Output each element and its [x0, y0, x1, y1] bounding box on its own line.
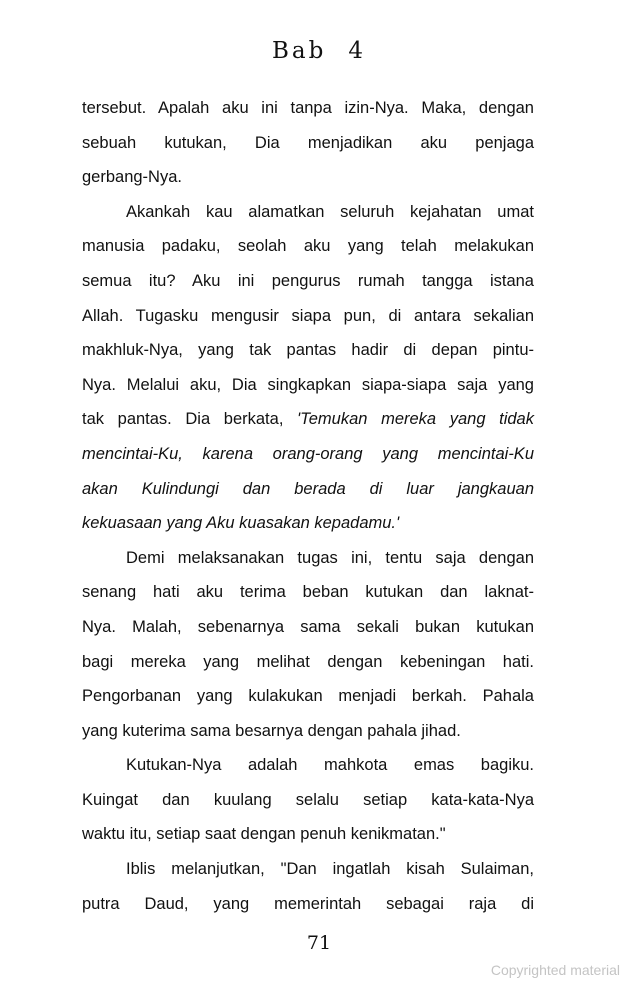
text-line: putra Daud, yang memerintah sebagai raja di — [82, 894, 534, 913]
text-line: Allah. Tugasku mengusir siapa pun, di antara sekalian — [82, 306, 534, 325]
text-line: bagi mereka yang melihat dengan kebeningan hati. — [82, 652, 534, 671]
text-line: yang kuterima sama besarnya dengan pahala jihad. — [82, 721, 461, 740]
text-line: senang hati aku terima beban kutukan dan laknat- — [82, 583, 534, 602]
text-line: kekuasaan yang Aku kuasakan kepadamu.' — [82, 514, 400, 533]
italic-segment: 'Temukan mereka yang tidak — [297, 410, 534, 429]
text-line: sebuah kutukan, Dia menjadikan aku penjaga — [82, 133, 534, 152]
text-line: Nya. Melalui aku, Dia singkapkan siapa-siapa saja yang — [82, 375, 534, 394]
text-line: Demi melaksanakan tugas ini, tentu saja dengan — [126, 548, 534, 567]
text-line: Akankah kau alamatkan seluruh kejahatan umat — [126, 202, 534, 221]
text-line: Iblis melanjutkan, "Dan ingatlah kisah Sulaiman, — [126, 860, 534, 879]
chapter-header — [0, 38, 638, 64]
text-line: Nya. Malah, sebenarnya sama sekali bukan kutukan — [82, 617, 534, 636]
text-segment: tak pantas. Dia berkata, — [82, 410, 298, 429]
chapter-word: Bab — [272, 38, 327, 64]
text-line: akan Kulindungi dan berada di luar jangkauan — [82, 479, 534, 498]
text-line: tersebut. Apalah aku ini tanpa izin-Nya. Maka, dengan — [82, 99, 534, 117]
text-line: semua itu? Aku ini pengurus rumah tangga istana — [82, 271, 534, 290]
text-line — [82, 402, 534, 437]
page-number: 71 — [306, 932, 332, 954]
text-line: makhluk-Nya, yang tak pantas hadir di depan pintu- — [82, 341, 534, 360]
text-line: manusia padaku, seolah aku yang telah melakukan — [82, 237, 534, 256]
text-line: Kuingat dan kuulang selalu setiap kata-kata-Nya — [82, 790, 534, 809]
text-line: waktu itu, setiap saat dengan penuh kenikmatan." — [82, 825, 446, 844]
copyright-watermark: Copyrighted material — [490, 962, 620, 978]
text-line: Kutukan-Nya adalah mahkota emas bagiku. — [126, 756, 534, 775]
text-line: gerbang-Nya. — [82, 168, 182, 187]
page-body — [82, 91, 534, 921]
text-line: Pengorbanan yang kulakukan menjadi berkah. Pahala — [82, 687, 534, 706]
text-line: mencintai-Ku, karena orang-orang yang mencintai-Ku — [82, 444, 534, 463]
chapter-number: 4 — [348, 38, 366, 64]
